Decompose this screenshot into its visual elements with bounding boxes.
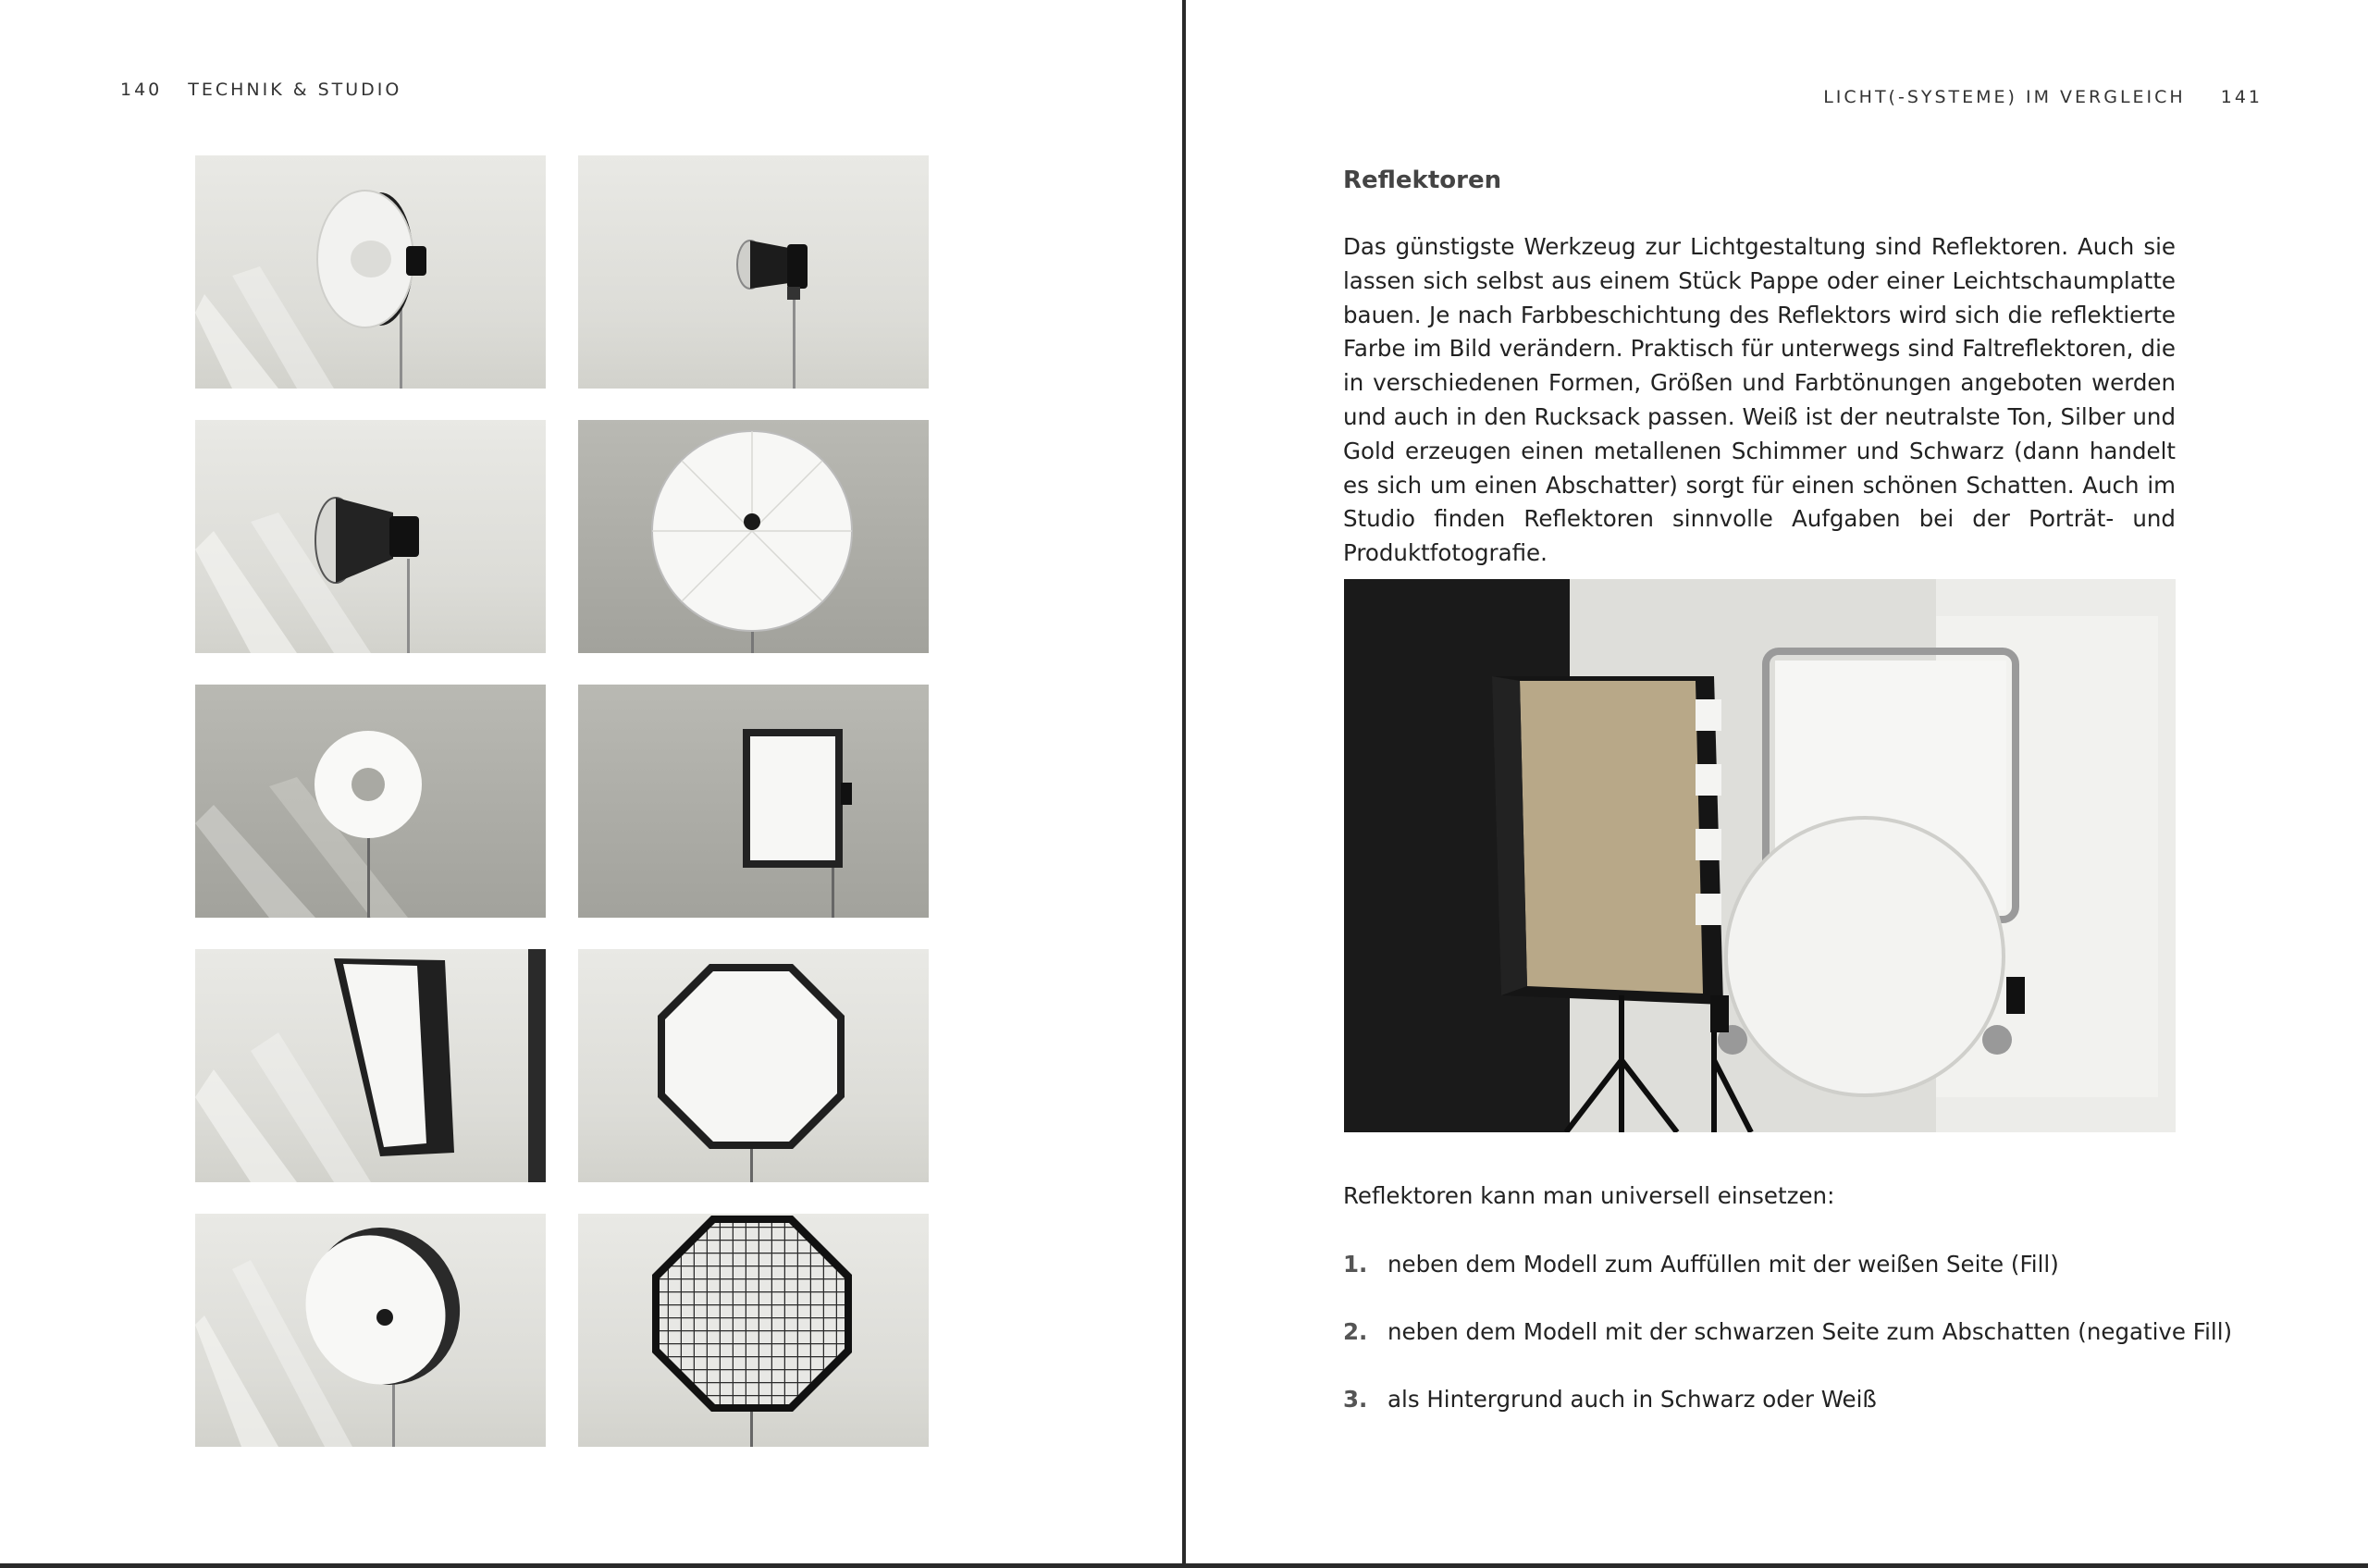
list-item-text: neben dem Modell mit der schwarzen Seite zum Abschatten (negative Fill) — [1388, 1318, 2233, 1345]
list-item — [1343, 1318, 2232, 1345]
photo-ring-dish — [195, 685, 546, 918]
running-head-left — [120, 80, 401, 100]
body-paragraph: Das günstigste Werkzeug zur Lichtgestaltung sind Reflektoren. Auch sie lassen sich selbst aus einem Stück Pappe oder einer Leichtschaumplatte bauen. Je nach Farbbeschichtung des Reflektors wird sich die reflektierte Farbe im Bild verändern. Praktisch für unterwegs sind Faltreflektoren, die in verschiedenen Formen, Größen und Farbtönungen angeboten werden und auch in den Rucksack passen. Weiß ist der neutralste Ton, Silber und Gold erzeugen einen metallenen Schimmer und Schwarz (dann handelt es sich um einen Abschatter) sorgt für einen schönen Schatten. Auch im Studio finden Reflektoren sinnvolle Aufgaben bei der Porträt- und Produktfotografie. — [1343, 233, 2176, 567]
list-item — [1343, 1386, 1877, 1413]
left-page — [0, 0, 1182, 1568]
running-head-title-left: TECHNIK & STUDIO — [188, 80, 402, 100]
list-item-number: 3. — [1343, 1386, 1368, 1413]
photo-stripbox — [195, 949, 546, 1182]
page-number-right: 141 — [2220, 87, 2263, 107]
right-page — [1186, 0, 2368, 1568]
list-item-number: 1. — [1343, 1251, 1368, 1278]
running-head-title-right: LICHT(-SYSTEME) IM VERGLEICH — [1823, 87, 2186, 107]
list-intro: Reflektoren kann man universell einsetzen: — [1343, 1182, 1835, 1209]
list-item-text: als Hintergrund auch in Schwarz oder Weiß — [1388, 1386, 1877, 1413]
photo-octabox-grid — [578, 1214, 929, 1447]
section-title: Reflektoren — [1343, 167, 1502, 194]
list-item-text: neben dem Modell zum Auffüllen mit der weißen Seite (Fill) — [1388, 1251, 2059, 1278]
bottom-rule — [0, 1563, 2368, 1568]
photo-parabolic-umbrella — [578, 420, 929, 653]
photo-standard-reflector-small — [578, 155, 929, 389]
photo-standard-reflector-large — [195, 420, 546, 653]
running-head-right — [1823, 87, 2263, 107]
photo-octabox — [578, 949, 929, 1182]
photo-beauty-dish — [195, 155, 546, 389]
photo-rectangular-softbox — [578, 685, 929, 918]
photo-parabolic-softbox — [195, 1214, 546, 1447]
list-item — [1343, 1251, 2059, 1278]
list-item-number: 2. — [1343, 1318, 1368, 1345]
page-number-left: 140 — [120, 80, 163, 100]
photo-reflectors-studio — [1344, 579, 2176, 1132]
